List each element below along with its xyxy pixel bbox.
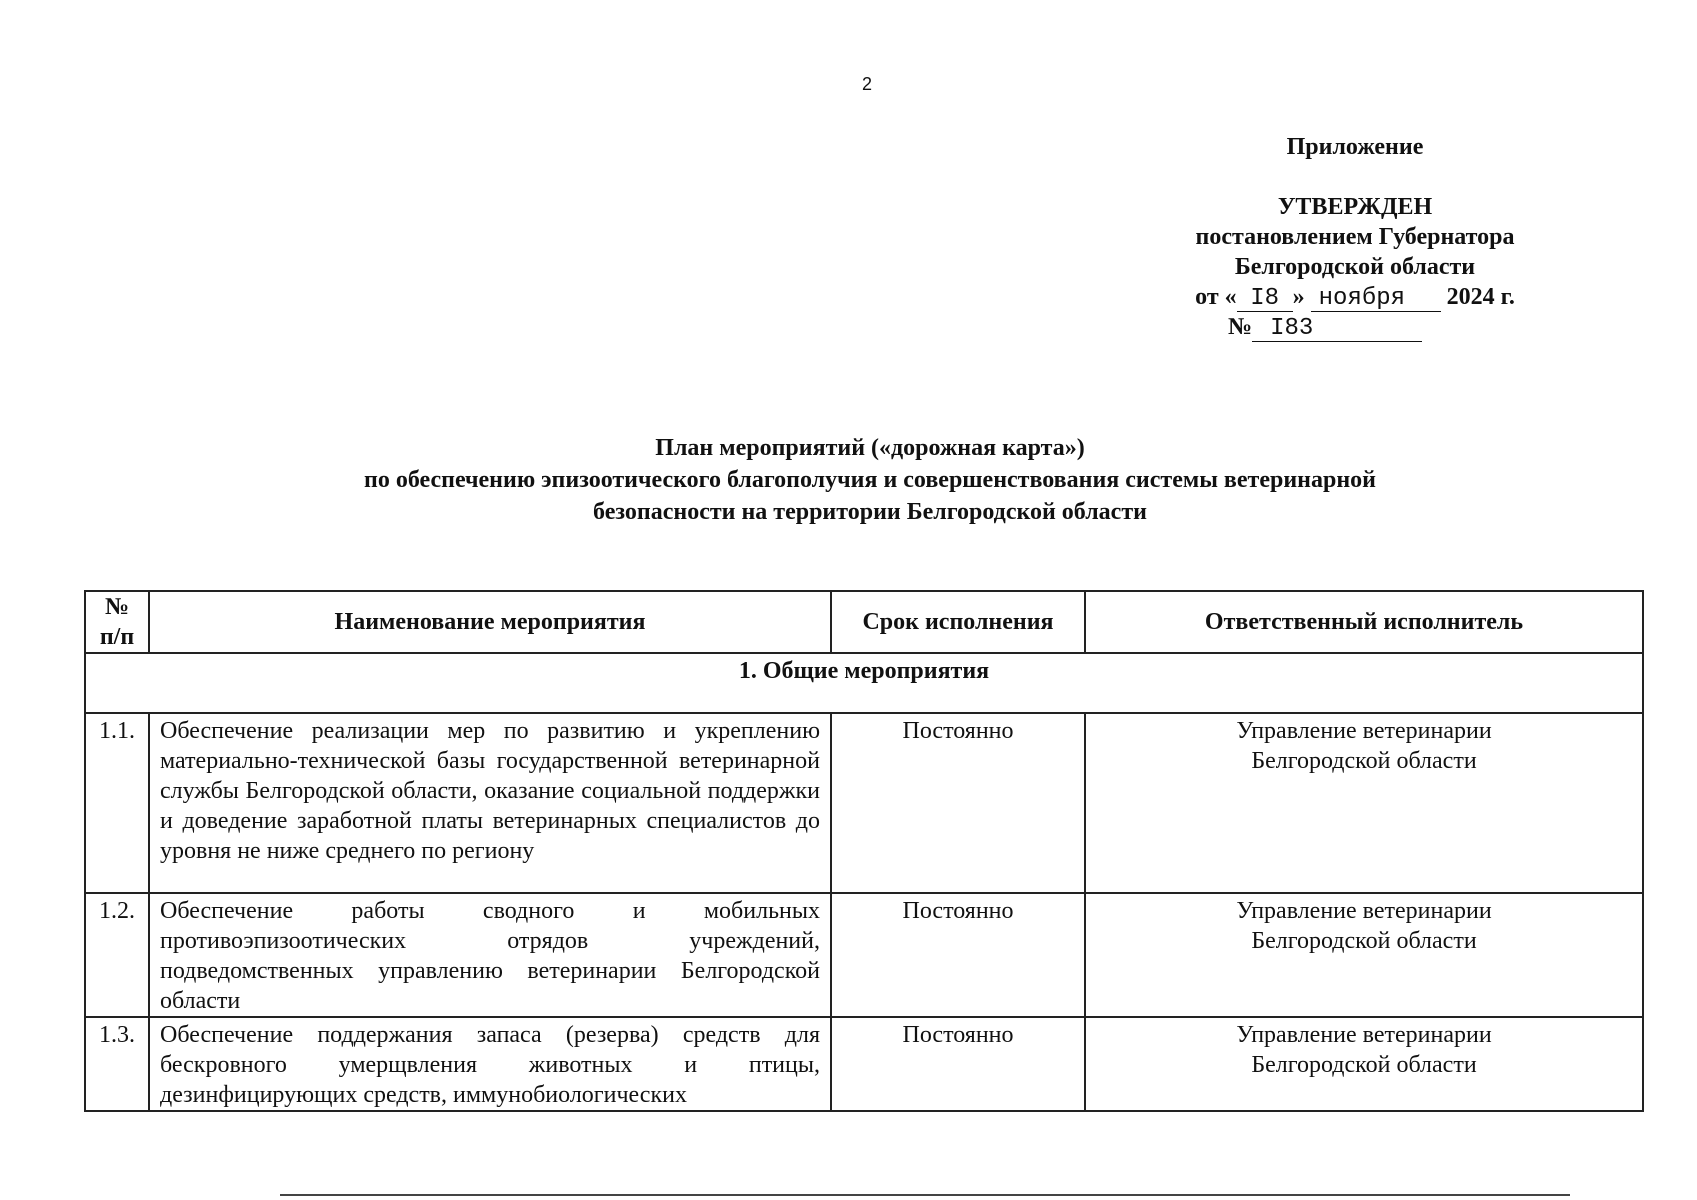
plan-title: [180, 432, 1560, 528]
header-deadline: Срок исполнения: [831, 591, 1085, 653]
row-number: 1.3.: [85, 1017, 149, 1111]
row-responsible-line1: Управление ветеринарии: [1236, 1022, 1492, 1048]
plan-table: [84, 590, 1644, 1112]
plan-title-line2: по обеспечению эпизоотического благополучия и совершенствования системы ветеринарной: [364, 467, 1376, 493]
table-row: [85, 713, 1643, 893]
approved-region-line: Белгородской области: [1234, 254, 1476, 280]
plan-title-line1: План мероприятий («дорожная карта»): [655, 435, 1085, 461]
row-responsible: [1085, 893, 1643, 1017]
header-number: [85, 591, 149, 653]
header-name: Наименование мероприятия: [149, 591, 831, 653]
handwritten-month: ноября: [1311, 287, 1441, 312]
row-name: Обеспечение поддержания запаса (резерва) средств для бескровного умерщвления животных и птицы, дезинфицирующих средств, иммунобиологических: [149, 1017, 831, 1111]
row-responsible: [1085, 713, 1643, 893]
row-responsible-line1: Управление ветеринарии: [1236, 898, 1492, 924]
row-responsible: [1085, 1017, 1643, 1111]
row-name: Обеспечение работы сводного и мобильных противоэпизоотических отрядов учреждений, подведомственных управлению ветеринарии Белгородской области: [149, 893, 831, 1017]
approval-number-line: [1100, 312, 1550, 342]
table-row: [85, 1017, 1643, 1111]
number-sign: №: [1227, 314, 1253, 340]
row-responsible-line2: Белгородской области: [1251, 748, 1477, 774]
page-number: 2: [862, 74, 873, 94]
approval-date-line: [1160, 282, 1550, 312]
handwritten-number: I83: [1252, 317, 1422, 342]
row-deadline: Постоянно: [831, 1017, 1085, 1111]
date-mid: »: [1292, 284, 1305, 310]
row-responsible-line1: Управление ветеринарии: [1236, 718, 1492, 744]
table-row: [85, 893, 1643, 1017]
section-title: 1. Общие мероприятия: [85, 653, 1643, 713]
header-number-sign: №: [104, 594, 130, 620]
row-responsible-line2: Белгородской области: [1251, 928, 1477, 954]
row-name: Обеспечение реализации мер по развитию и укреплению материально-технической базы государственной ветеринарной службы Белгородской области, оказание социальной поддержки и доведение заработной платы ветеринарных специалистов до уровня не ниже среднего по региону: [149, 713, 831, 893]
plan-title-line3: безопасности на территории Белгородской области: [593, 499, 1147, 525]
row-deadline: Постоянно: [831, 713, 1085, 893]
row-deadline: Постоянно: [831, 893, 1085, 1017]
bottom-rule: [280, 1194, 1570, 1196]
appendix-label: Приложение: [1286, 134, 1424, 160]
section-row: [85, 653, 1643, 713]
header-responsible: Ответственный исполнитель: [1085, 591, 1643, 653]
approved-by-line: постановлением Губернатора: [1195, 224, 1515, 250]
row-number: 1.1.: [85, 713, 149, 893]
row-number: 1.2.: [85, 893, 149, 1017]
date-prefix: от «: [1195, 284, 1237, 310]
table-header-row: [85, 591, 1643, 653]
handwritten-day: I8: [1237, 287, 1293, 312]
date-year: 2024 г.: [1446, 284, 1515, 310]
approved-label: УТВЕРЖДЕН: [1277, 194, 1433, 220]
row-responsible-line2: Белгородской области: [1251, 1052, 1477, 1078]
header-number-pp: п/п: [99, 624, 135, 650]
approval-block: [1160, 132, 1550, 342]
